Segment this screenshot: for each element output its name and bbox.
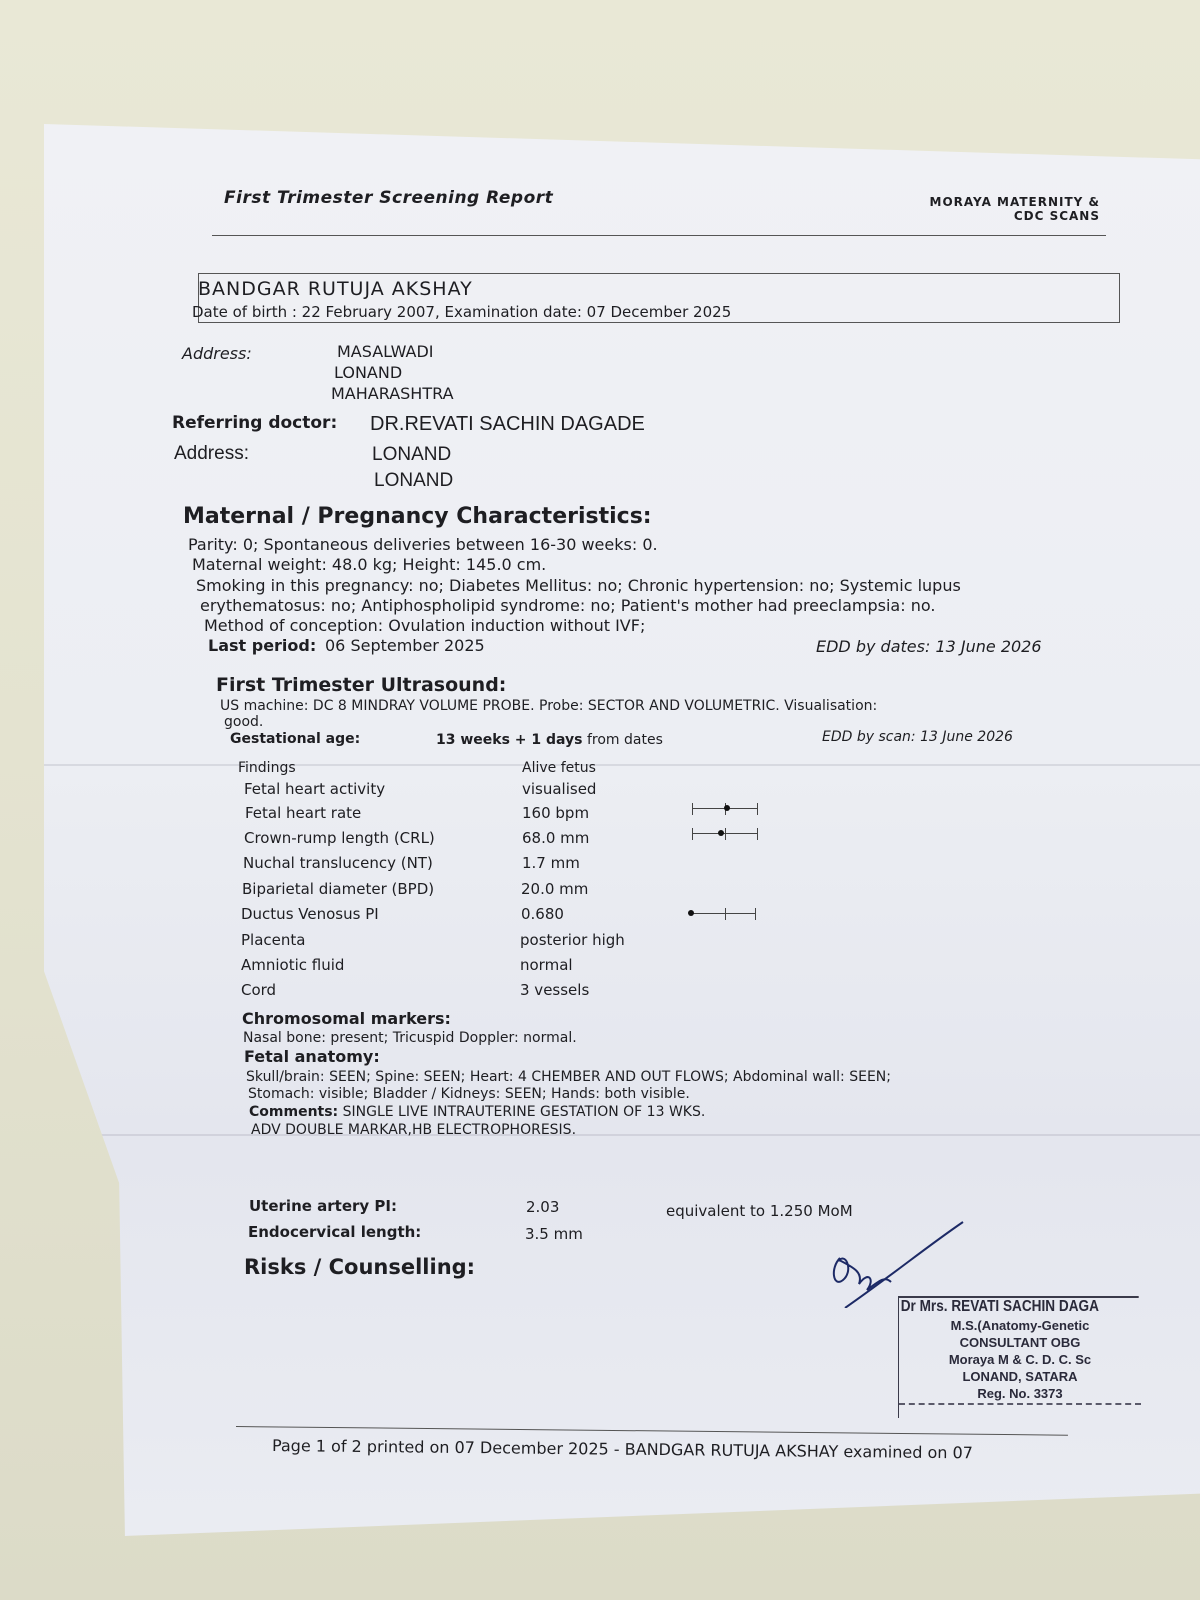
findings-value: Alive fetus: [522, 760, 596, 776]
gestational-age-suffix: from dates: [586, 732, 663, 748]
referring-doctor-label: Referring doctor:: [172, 413, 338, 433]
gestational-age-label: Gestational age:: [230, 731, 361, 747]
patient-address-label: Address:: [182, 344, 252, 363]
endocervical-value: 3.5 mm: [525, 1225, 583, 1243]
report-title: First Trimester Screening Report: [224, 188, 554, 208]
footer-text: Page 1 of 2 printed on 07 December 2025 - BANDGAR RUTUJA AKSHAY examined on 07: [271, 1436, 973, 1463]
finding-value: visualised: [522, 780, 597, 798]
gestational-age: [436, 732, 663, 748]
patient-name: BANDGAR RUTUJA AKSHAY: [198, 278, 473, 300]
us-machine: US machine: DC 8 MINDRAY VOLUME PROBE. Probe: SECTOR AND VOLUMETRIC. Visualisation:: [220, 698, 878, 714]
patient-address-line: MASALWADI: [337, 342, 434, 361]
finding-label: Biparietal diameter (BPD): [242, 880, 435, 898]
comments-text: SINGLE LIVE INTRAUTERINE GESTATION OF 13 WKS.: [342, 1104, 706, 1120]
finding-label: Amniotic fluid: [241, 956, 345, 974]
uterine-pi-mom: equivalent to 1.250 MoM: [666, 1202, 853, 1220]
finding-value: posterior high: [520, 931, 625, 949]
gestational-age-value: 13 weeks + 1 days: [436, 732, 583, 748]
range-indicator-fhr: [692, 803, 758, 815]
finding-value: 1.7 mm: [522, 854, 580, 872]
paper-fold: [44, 764, 1200, 766]
stamp-line: Moraya M & C. D. C. Sc: [948, 1352, 1092, 1367]
finding-value: normal: [520, 956, 573, 974]
anatomy-heading: Fetal anatomy:: [244, 1047, 380, 1066]
finding-label: Fetal heart rate: [245, 804, 362, 822]
finding-label: Placenta: [241, 931, 306, 949]
comments-line-2: ADV DOUBLE MARKAR,HB ELECTROPHORESIS.: [251, 1122, 577, 1138]
uterine-pi-label: Uterine artery PI:: [249, 1197, 397, 1215]
finding-label: Fetal heart activity: [244, 780, 386, 798]
finding-value: 20.0 mm: [521, 880, 589, 898]
last-period-value: 06 September 2025: [325, 636, 485, 655]
maternal-line: Maternal weight: 48.0 kg; Height: 145.0 cm.: [192, 555, 547, 574]
finding-value: 68.0 mm: [522, 829, 590, 847]
maternal-heading: Maternal / Pregnancy Characteristics:: [183, 504, 652, 529]
clinic-name: [930, 195, 1100, 223]
anatomy-line: Stomach: visible; Bladder / Kidneys: SEEN; Hands: both visible.: [248, 1086, 690, 1102]
finding-label: Cord: [241, 981, 277, 999]
maternal-line: Smoking in this pregnancy: no; Diabetes Mellitus: no; Chronic hypertension: no; Systemic lupus: [196, 576, 961, 595]
stamp-line: Dr Mrs. REVATI SACHIN DAGA: [899, 1296, 1139, 1316]
finding-label: Ductus Venosus PI: [241, 905, 379, 923]
markers-text: Nasal bone: present; Tricuspid Doppler: normal.: [243, 1030, 577, 1046]
referring-address-line: LONAND: [372, 444, 452, 465]
dob-exam-date: Date of birth : 22 February 2007, Examination date: 07 December 2025: [192, 303, 732, 321]
findings-label: Findings: [238, 760, 296, 776]
finding-label: Nuchal translucency (NT): [243, 854, 433, 872]
uterine-pi-value: 2.03: [526, 1198, 560, 1216]
maternal-line: Parity: 0; Spontaneous deliveries between 16-30 weeks: 0.: [188, 535, 658, 554]
edd-by-scan: EDD by scan: 13 June 2026: [822, 729, 1013, 745]
endocervical-label: Endocervical length:: [248, 1223, 422, 1241]
us-machine-cont: good.: [224, 714, 264, 730]
anatomy-line: Skull/brain: SEEN; Spine: SEEN; Heart: 4 CHEMBER AND OUT FLOWS; Abdominal wall: SEEN;: [246, 1069, 891, 1085]
finding-value: 0.680: [521, 905, 564, 923]
clinic-line-2: CDC SCANS: [1013, 209, 1100, 223]
signature: [825, 1218, 965, 1308]
stamp-line: CONSULTANT OBG: [959, 1335, 1081, 1350]
finding-value: 160 bpm: [522, 804, 590, 822]
stamp-line: LONAND, SATARA: [962, 1369, 1078, 1384]
patient-address-line: LONAND: [334, 363, 403, 382]
clinic-line-1: MORAYA MATERNITY &: [929, 195, 1100, 209]
header-rule: [212, 235, 1106, 236]
paper-fold: [44, 1134, 1200, 1136]
edd-by-dates: EDD by dates: 13 June 2026: [816, 637, 1042, 656]
maternal-line: erythematosus: no; Antiphospholipid syndrome: no; Patient's mother had preeclampsia: no.: [200, 596, 936, 615]
doctor-stamp: [898, 1296, 1181, 1418]
finding-value: 3 vessels: [520, 981, 590, 999]
last-period-label: Last period:: [208, 636, 317, 655]
stamp-line: Reg. No. 3373: [899, 1386, 1141, 1405]
ultrasound-heading: First Trimester Ultrasound:: [216, 674, 507, 696]
referring-address-line: LONAND: [374, 470, 454, 491]
finding-label: Crown-rump length (CRL): [244, 829, 435, 847]
risks-heading: Risks / Counselling:: [244, 1255, 476, 1279]
range-indicator-crl: [692, 828, 758, 840]
markers-heading: Chromosomal markers:: [242, 1009, 451, 1028]
stamp-line: M.S.(Anatomy-Genetic: [950, 1318, 1090, 1333]
range-indicator-dv: [690, 908, 756, 920]
referring-address-label: Address:: [174, 443, 249, 464]
comments-label: Comments:: [249, 1104, 339, 1120]
referring-doctor-name: DR.REVATI SACHIN DAGADE: [370, 413, 645, 435]
comments: [249, 1104, 705, 1120]
patient-address-line: MAHARASHTRA: [331, 384, 454, 403]
maternal-line: Method of conception: Ovulation induction without IVF;: [204, 616, 646, 635]
